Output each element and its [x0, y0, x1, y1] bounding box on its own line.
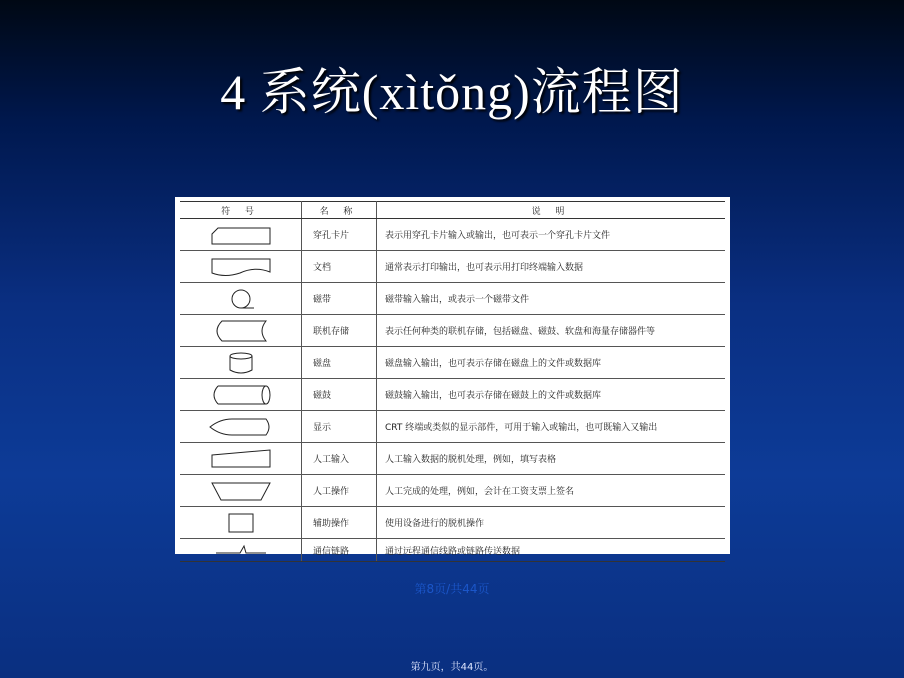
- table-row: [180, 443, 725, 475]
- row-description: 磁盘输入输出，也可表示存储在磁盘上的文件或数据库: [377, 347, 726, 379]
- page-number-link[interactable]: 第8页/共44页: [414, 582, 490, 596]
- punched-card-icon: [210, 224, 272, 246]
- table-row: [180, 251, 725, 283]
- display-icon: [208, 416, 274, 438]
- row-description: 通过远程通信线路或链路传送数据: [377, 539, 726, 562]
- table-row: [180, 475, 725, 507]
- row-description: 使用设备进行的脱机操作: [377, 507, 726, 539]
- row-name: 显示: [302, 411, 377, 443]
- manual-operation-icon: [210, 480, 272, 502]
- table-row: [180, 219, 725, 251]
- magnetic-disk-icon: [210, 351, 272, 375]
- row-name: 通信链路: [302, 539, 377, 562]
- row-description: CRT 终端或类似的显示部件，可用于输入或输出，也可既输入又输出: [377, 411, 726, 443]
- row-name: 人工输入: [302, 443, 377, 475]
- communication-link-icon: [210, 542, 272, 558]
- table-row: [180, 283, 725, 315]
- header-symbol: 符 号: [180, 202, 302, 219]
- flowchart-symbol-table: [175, 197, 730, 557]
- row-description: 表示用穿孔卡片输入或输出，也可表示一个穿孔卡片文件: [377, 219, 726, 251]
- slide-title: 4 系统(xìtǒng)流程图: [220, 64, 684, 120]
- row-description: 磁鼓输入输出，也可表示存储在磁鼓上的文件或数据库: [377, 379, 726, 411]
- row-name: 磁鼓: [302, 379, 377, 411]
- table-row: [180, 315, 725, 347]
- row-name: 辅助操作: [302, 507, 377, 539]
- row-name: 磁盘: [302, 347, 377, 379]
- magnetic-tape-icon: [210, 288, 272, 310]
- row-description: 磁带输入输出，或表示一个磁带文件: [377, 283, 726, 315]
- document-icon: [210, 256, 272, 278]
- header-description: 说 明: [377, 202, 726, 219]
- row-description: 通常表示打印输出，也可表示用打印终端输入数据: [377, 251, 726, 283]
- table-row: [180, 539, 725, 562]
- row-name: 穿孔卡片: [302, 219, 377, 251]
- row-description: 人工输入数据的脱机处理，例如，填写表格: [377, 443, 726, 475]
- table-row: [180, 507, 725, 539]
- table-row: [180, 347, 725, 379]
- table-row: [180, 379, 725, 411]
- row-name: 磁带: [302, 283, 377, 315]
- online-storage-icon: [210, 319, 272, 343]
- manual-input-icon: [210, 448, 272, 470]
- magnetic-drum-icon: [208, 383, 274, 407]
- row-description: 人工完成的处理，例如，会计在工资支票上签名: [377, 475, 726, 507]
- symbol-table: [180, 201, 725, 562]
- page-footer: 第九页，共44页。: [410, 662, 494, 673]
- header-name: 名 称: [302, 202, 377, 219]
- row-description: 表示任何种类的联机存储，包括磁盘、磁鼓、软盘和海量存储器件等: [377, 315, 726, 347]
- row-name: 文档: [302, 251, 377, 283]
- row-name: 人工操作: [302, 475, 377, 507]
- table-row: [180, 411, 725, 443]
- row-name: 联机存储: [302, 315, 377, 347]
- table-header-row: [180, 202, 725, 219]
- auxiliary-operation-icon: [210, 511, 272, 535]
